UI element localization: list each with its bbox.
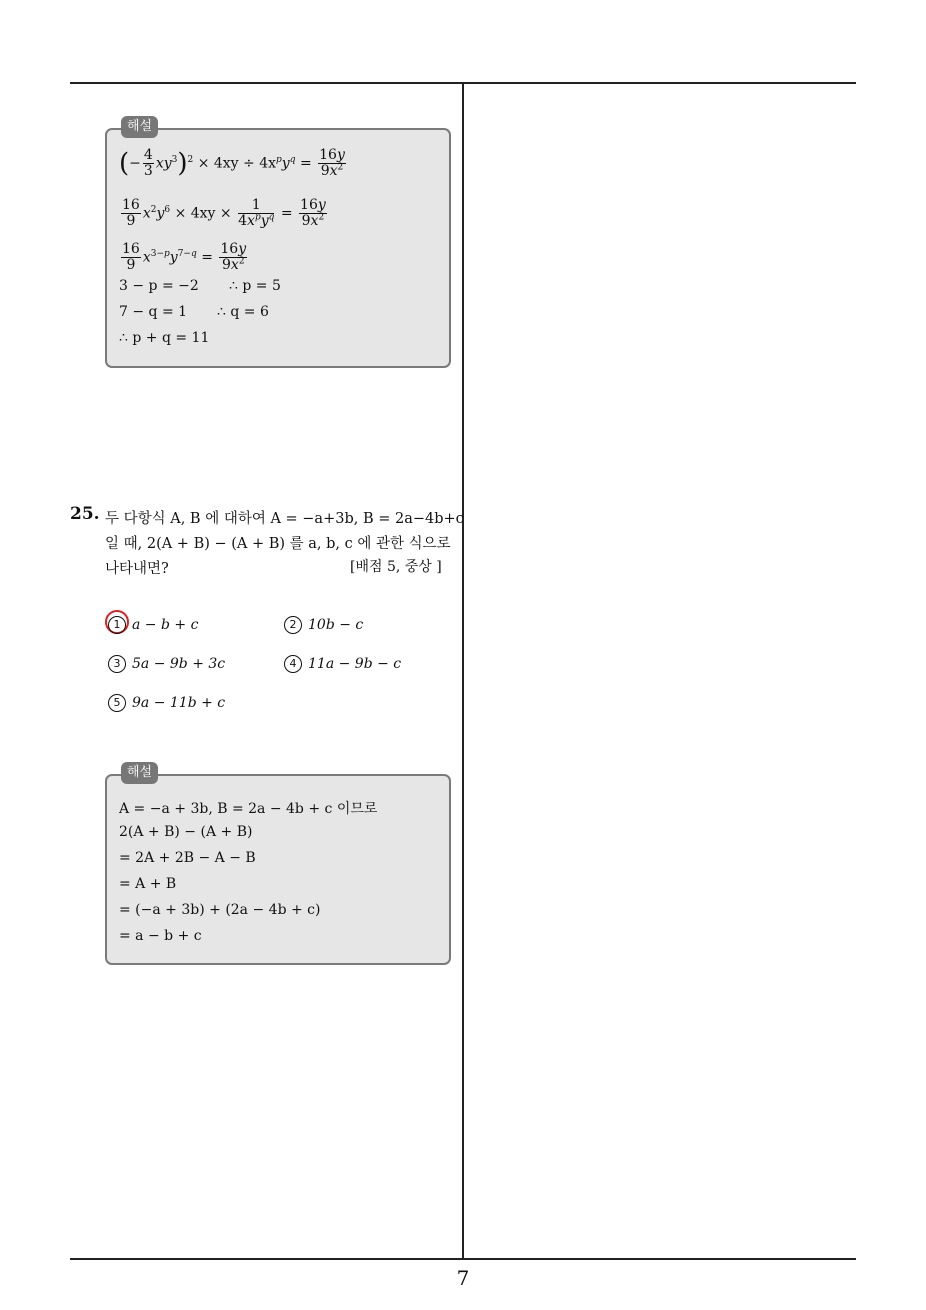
choice-number: 2 xyxy=(284,616,302,634)
solution-line: = A + B xyxy=(119,876,177,892)
choice-3[interactable] xyxy=(108,655,225,673)
choice-number: 3 xyxy=(108,655,126,673)
solution-line-2: $\frac{16}{9}$ $x^2y^6 \times 4xy$ × $\frac{1}{4x^py^q}$ = $\frac{16y}{9x^2}$ xyxy=(122,197,326,229)
page-number: 7 xyxy=(456,1266,470,1290)
choice-text: 10b − c xyxy=(308,617,364,633)
solution-box-24 xyxy=(105,119,451,368)
solution-line-3: $\frac{16}{9}$ $x^{3-p}y^{7-q}$ = $\frac{16y}{9x^2}$ xyxy=(122,241,247,273)
question-line-2: 일 때, 2(A + B) − (A + B) 를 a, b, c 에 관한 식으로 xyxy=(105,536,451,552)
solution-line: = (−a + 3b) + (2a − 4b + c) xyxy=(119,902,321,918)
solution-line-1: (− $\frac{4}{3}$ $xy^3)^2 \times 4xy \div 4x^py^q$ = $\frac{16y}{9x^2}$ xyxy=(119,147,345,179)
solution-line-6: ∴ p + q = 11 xyxy=(119,330,210,346)
question-line-3: 나타내면? xyxy=(105,561,169,577)
question-line-1: 두 다항식 A, B 에 대하여 A = −a+3b, B = 2a−4b+c xyxy=(105,511,464,527)
choice-text: 11a − 9b − c xyxy=(308,656,402,672)
choice-text: 9a − 11b + c xyxy=(132,695,226,711)
solution-line-4-result: ∴ p = 5 xyxy=(229,278,281,294)
choice-2[interactable] xyxy=(284,616,363,634)
solution-line-5-result: ∴ q = 6 xyxy=(217,304,269,320)
solution-line: A = −a + 3b, B = 2a − 4b + c 이므로 xyxy=(119,801,378,817)
choice-5[interactable] xyxy=(108,694,225,712)
solution-box-25 xyxy=(105,765,451,965)
solution-line: = a − b + c xyxy=(119,928,202,944)
solution-line-5: 7 − q = 1 xyxy=(119,304,188,320)
score-label: [배점 5, 중상 ] xyxy=(350,559,442,575)
solution-line: 2(A + B) − (A + B) xyxy=(119,824,253,840)
bottom-rule xyxy=(70,1258,856,1260)
solution-line: = 2A + 2B − A − B xyxy=(119,850,256,866)
solution-line-4: 3 − p = −2 xyxy=(119,278,199,294)
choice-1[interactable] xyxy=(108,616,198,634)
solution-label: 해설 xyxy=(121,762,158,784)
choice-text: 5a − 9b + 3c xyxy=(132,656,226,672)
choice-number: 1 xyxy=(108,616,126,634)
question-number: 25. xyxy=(70,504,100,524)
choice-text: a − b + c xyxy=(132,617,199,633)
choice-number: 4 xyxy=(284,655,302,673)
solution-label: 해설 xyxy=(121,116,158,138)
column-divider xyxy=(462,83,464,1259)
choice-number: 5 xyxy=(108,694,126,712)
choice-4[interactable] xyxy=(284,655,401,673)
